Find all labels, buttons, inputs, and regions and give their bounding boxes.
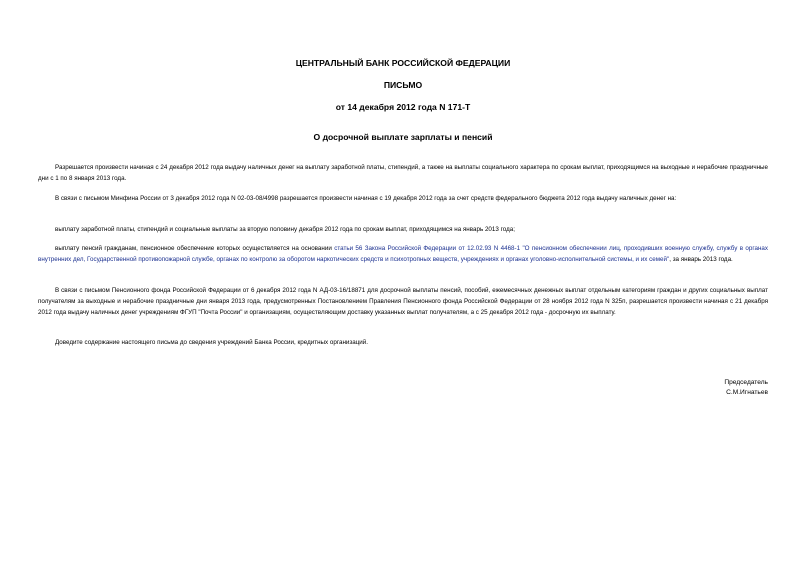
paragraph-4-text-after: , за январь 2013 года. <box>669 256 733 263</box>
document-type-heading: ПИСЬМО <box>383 80 423 90</box>
paragraph-5: В связи с письмом Пенсионного фонда Российской Федерации от 6 декабря 2012 года N АД-03-16/18871 для досрочной выплаты пенсий, пособий, ежемесячных денежных выплат отдельным категориям граждан и других социальных выплат получателям за выходные и нерабочие праздничные дни января 2013 года, предусмотренных Постановлением Правления Пенсионного фонда Российской Федерации от 28 ноября 2012 года N 325п, разрешается произвести начиная с 21 декабря 2012 года выдачу наличных денег учреждениям ФГУП "Почта России" и организациям, осуществляющим доставку указанных выплат получателям, а с 25 декабря 2012 года - досрочную их выплату. <box>38 287 768 316</box>
issuer-heading: ЦЕНТРАЛЬНЫЙ БАНК РОССИЙСКОЙ ФЕДЕРАЦИИ <box>295 58 511 68</box>
subject-heading: О досрочной выплате зарплаты и пенсий <box>313 132 493 142</box>
paragraph-2: В связи с письмом Минфина России от 3 декабря 2012 года N 02-03-08/4998 разрешается произвести начиная с 19 декабря 2012 года за счет средств федерального бюджета 2012 года выдачу наличных денег на: <box>55 195 677 202</box>
signatory-name: С.М.Игнатьев <box>726 389 768 396</box>
signatory-title: Председатель <box>724 379 768 386</box>
paragraph-4 <box>38 243 768 265</box>
law-article-link[interactable]: статьи 56 Закона Российской Федерации от 12.02.93 N 4468-1 "О пенсионном обеспечении лиц, проходивших военную службу, службу в органах внутренних дел, Государственной противопожарной службе, органах по контролю за оборотом наркотических средств и психотропных веществ, учреждениях и органах уголовно-исполнительной системы, и их семей" <box>38 245 768 263</box>
date-number-heading: от 14 декабря 2012 года N 171-Т <box>335 102 471 112</box>
paragraph-3: выплату заработной платы, стипендий и социальные выплаты за вторую половину декабря 2012 года по срокам выплат, приходящимся на январь 2013 года; <box>55 226 515 233</box>
paragraph-1: Разрешается произвести начиная с 24 декабря 2012 года выдачу наличных денег на выплату заработной платы, стипендий, а также на выплаты социального характера по срокам выплат, приходящимся на выходные и нерабочие праздничные дни с 1 по 8 января 2013 года. <box>38 164 768 182</box>
paragraph-6: Доведите содержание настоящего письма до сведения учреждений Банка России, кредитных организаций. <box>55 339 369 346</box>
paragraph-4-text-before: выплату пенсий гражданам, пенсионное обеспечение которых осуществляется на основании <box>55 245 335 252</box>
signature-block <box>724 378 768 398</box>
